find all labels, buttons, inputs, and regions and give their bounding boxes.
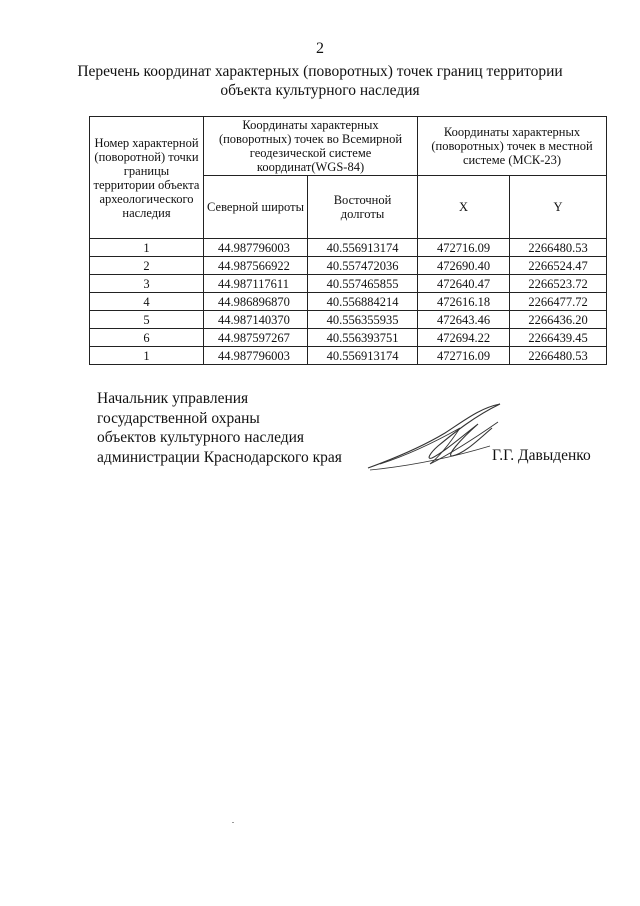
cell-y: 2266480.53 <box>510 347 607 365</box>
table-row <box>90 239 607 257</box>
coordinates-table <box>89 116 607 365</box>
cell-point: 1 <box>90 239 204 257</box>
cell-point: 3 <box>90 275 204 293</box>
cell-lon: 40.556913174 <box>308 239 418 257</box>
cell-x: 472616.18 <box>418 293 510 311</box>
cell-y: 2266524.47 <box>510 257 607 275</box>
cell-y: 2266477.72 <box>510 293 607 311</box>
cell-y: 2266439.45 <box>510 329 607 347</box>
cell-lon: 40.556913174 <box>308 347 418 365</box>
signatory-line: объектов культурного наследия <box>97 429 305 446</box>
header-x: X <box>418 176 510 239</box>
table-row <box>90 257 607 275</box>
handwritten-signature <box>360 398 510 478</box>
page-number: 2 <box>316 40 324 57</box>
cell-lat: 44.987117611 <box>204 275 308 293</box>
header-point-number: Номер характерной (поворотной) точки границы территории объекта археологического наследия <box>90 117 204 239</box>
cell-point: 1 <box>90 347 204 365</box>
cell-point: 4 <box>90 293 204 311</box>
cell-lon: 40.557472036 <box>308 257 418 275</box>
cell-lat: 44.986896870 <box>204 293 308 311</box>
signatory-name: Г.Г. Давыденко <box>492 447 591 464</box>
scan-speck <box>232 822 234 823</box>
cell-lat: 44.987140370 <box>204 311 308 329</box>
table-row <box>90 293 607 311</box>
signatory-position <box>97 389 342 467</box>
cell-lat: 44.987796003 <box>204 347 308 365</box>
header-wgs84: Координаты характерных (поворотных) точек во Всемирной геодезической системе координат(WGS-84) <box>204 117 418 176</box>
header-north-latitude: Северной широты <box>204 176 308 239</box>
table-row <box>90 311 607 329</box>
cell-y: 2266436.20 <box>510 311 607 329</box>
signatory-line: государственной охраны <box>97 409 260 427</box>
cell-lat: 44.987566922 <box>204 257 308 275</box>
cell-point: 6 <box>90 329 204 347</box>
cell-lon: 40.556393751 <box>308 329 418 347</box>
table-row <box>90 347 607 365</box>
cell-x: 472690.40 <box>418 257 510 275</box>
cell-point: 2 <box>90 257 204 275</box>
cell-lon: 40.556355935 <box>308 311 418 329</box>
document-title: Перечень координат характерных (поворотных) точек границ территории объекта культурного наследия <box>77 63 563 99</box>
cell-y: 2266480.53 <box>510 239 607 257</box>
cell-x: 472640.47 <box>418 275 510 293</box>
cell-lon: 40.557465855 <box>308 275 418 293</box>
signatory-line: администрации Краснодарского края <box>97 448 342 466</box>
signatory-line: Начальник управления <box>97 390 249 407</box>
header-msk23: Координаты характерных (поворотных) точек в местной системе (МСК-23) <box>418 117 607 176</box>
header-east-longitude: Восточной долготы <box>308 176 418 239</box>
cell-y: 2266523.72 <box>510 275 607 293</box>
table-row <box>90 275 607 293</box>
cell-x: 472716.09 <box>418 347 510 365</box>
cell-lon: 40.556884214 <box>308 293 418 311</box>
cell-x: 472694.22 <box>418 329 510 347</box>
cell-lat: 44.987796003 <box>204 239 308 257</box>
table-row <box>90 329 607 347</box>
cell-x: 472643.46 <box>418 311 510 329</box>
cell-lat: 44.987597267 <box>204 329 308 347</box>
header-y: Y <box>510 176 607 239</box>
cell-point: 5 <box>90 311 204 329</box>
cell-x: 472716.09 <box>418 239 510 257</box>
